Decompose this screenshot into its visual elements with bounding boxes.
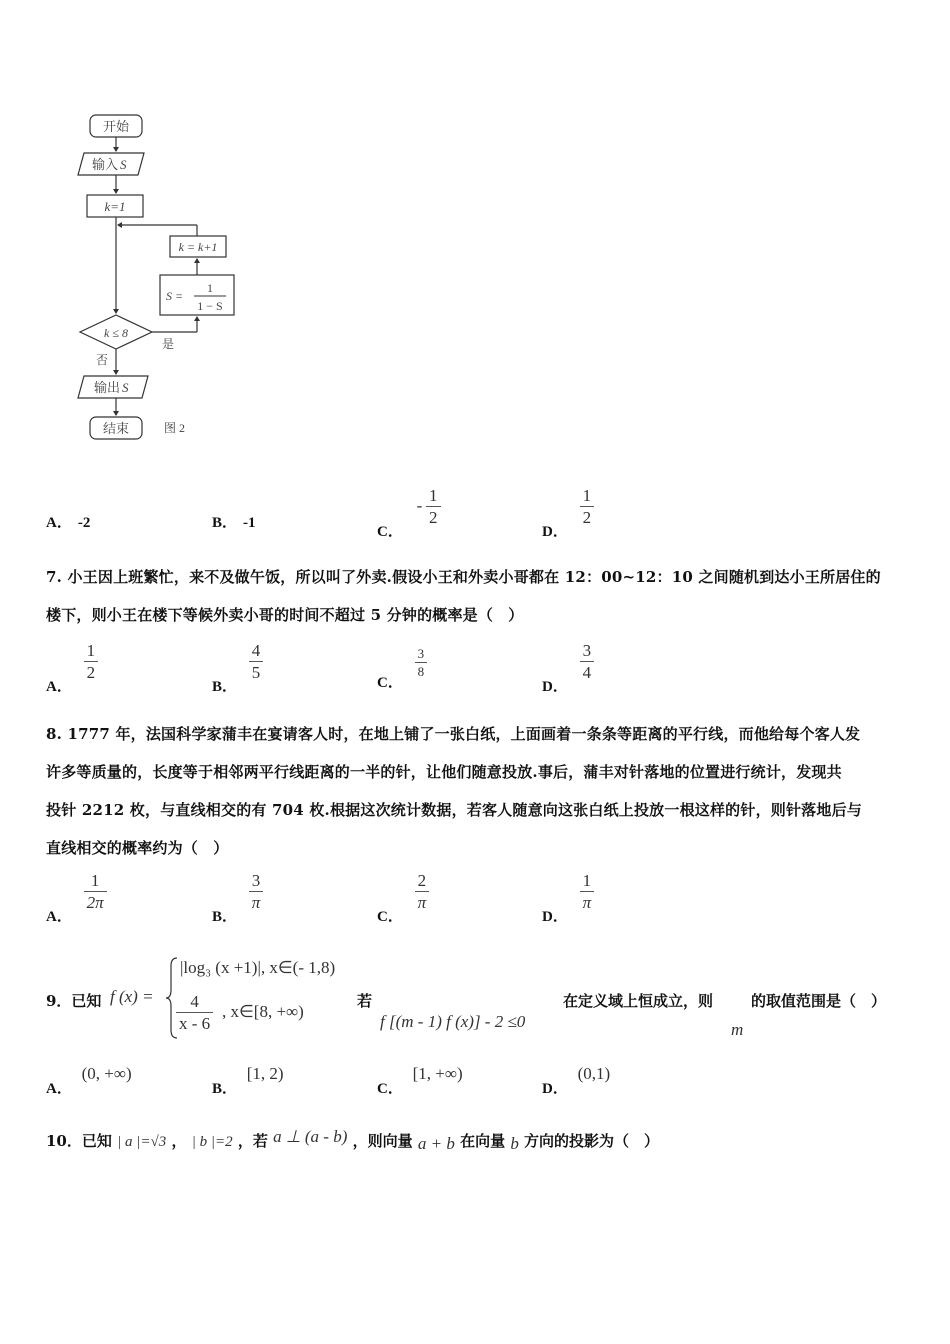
flow-output-var: S: [122, 380, 129, 395]
q10-stem: 10．已知 | a |=√3 ， | b |=2 ，若 a ⊥ (a - b) ，则向量 a + b 在向量 b 方向的投影为（ ）: [46, 1127, 660, 1153]
q10-b-norm: | b |=2: [191, 1134, 233, 1150]
q7-stem: 7. 小王因上班繁忙，来不及做午饭，所以叫了外卖.假设小王和外卖小哥都在 12：00~12：10 之间随机到达小王所居住的 楼下，则小王在楼下等候外卖小哥的时间不超过 5 分钟的概率是（ ）: [46, 568, 881, 624]
q10-b: b: [510, 1134, 519, 1153]
q7-option-a[interactable]: A． $\frac{1}{2}$: [46, 641, 98, 684]
q10-perp: a ⊥ (a - b): [273, 1127, 348, 1146]
q10-a-norm: | a |=√3: [117, 1134, 167, 1150]
q6-option-c[interactable]: C． - $\frac{1}{2}$: [377, 486, 441, 529]
q9-mid: 在定义域上恒成立，则: [563, 992, 714, 1010]
q9-inequality: f [(m - 1) f (x)] - 2 ≤0: [380, 1012, 526, 1031]
q6-option-b[interactable]: B． -1: [212, 515, 256, 531]
q9-tail: 的取值范围是（ ）: [751, 992, 887, 1010]
flow-end-label: 结束: [102, 421, 130, 436]
q9-option-d[interactable]: D． (0,1): [542, 1064, 611, 1097]
flow-start-label: 开始: [102, 119, 130, 134]
flow-increment-label: k = k+1: [178, 240, 218, 254]
q9-case2-tail: , x∈[8, +∞): [222, 1002, 304, 1021]
q8-option-a[interactable]: A． $\frac{1}{2\pi}$: [46, 871, 107, 914]
q9-option-a[interactable]: A． (0, +∞): [46, 1064, 132, 1097]
flow-assign-num: 1: [207, 281, 213, 295]
q9-fx: f (x) =: [110, 987, 154, 1006]
q7-option-c[interactable]: C． $\frac{3}{8}$: [377, 645, 427, 680]
flow-assign-lhs: S =: [166, 289, 184, 303]
flow-output-prefix: 输出: [94, 380, 121, 395]
flow-input-prefix: 输入: [92, 157, 119, 172]
q8-option-b[interactable]: B． $\frac{3}{\pi}$: [212, 871, 263, 914]
q10-prefix: 10．已知: [46, 1132, 112, 1150]
q6-option-a[interactable]: A． -2: [46, 515, 91, 531]
q9-var: m: [731, 1020, 744, 1039]
flow-init-label: k=1: [104, 199, 126, 214]
q8-option-d[interactable]: D． $\frac{1}{\pi}$: [542, 871, 594, 914]
q7-option-b[interactable]: B． $\frac{4}{5}$: [212, 641, 263, 684]
flow-no-label: 否: [96, 353, 109, 367]
q9-option-b[interactable]: B． [1, 2): [212, 1064, 284, 1097]
q7-option-d[interactable]: D． $\frac{3}{4}$: [542, 641, 594, 684]
q9-stem: [0, 950, 950, 1050]
q9-prefix: 9．已知: [46, 992, 102, 1010]
flow-assign-den: 1 − S: [197, 299, 223, 313]
q6-option-d[interactable]: D． $\frac{1}{2}$: [542, 486, 594, 529]
q9-case1: |log₃ (x +1)|, x∈(- 1,8): [180, 958, 336, 977]
flowchart: [70, 105, 270, 455]
q10-a-plus-b: a + b: [417, 1134, 455, 1153]
q8-stem: 8. 1777 年，法国科学家蒲丰在宴请客人时，在地上铺了一张白纸，上面画着一条条等距离的平行线，而他给每个客人发 许多等质量的，长度等于相邻两平行线距离的一半的针，让他们随意投放.事后，蒲丰对针落地的位置进行统计，发现共 投针 2212 枚，与直线相交的有 704 枚.根据这次统计数据，若客人随意向这张白纸上投放一根这样的针，则针落地后与 直线相交的概率约为（ ）: [46, 725, 862, 857]
q9-case2-frac: $\frac{4}{x - 6}$: [176, 992, 213, 1035]
flow-yes-label: 是: [162, 337, 175, 351]
flow-input-var: S: [120, 157, 127, 172]
q9-ruo: 若: [357, 992, 373, 1010]
q9-option-c[interactable]: C． [1, +∞): [377, 1064, 463, 1097]
q8-option-c[interactable]: C． $\frac{2}{\pi}$: [377, 871, 429, 914]
flow-condition-label: k ≤ 8: [104, 326, 128, 340]
flow-caption: 图 2: [164, 421, 186, 435]
